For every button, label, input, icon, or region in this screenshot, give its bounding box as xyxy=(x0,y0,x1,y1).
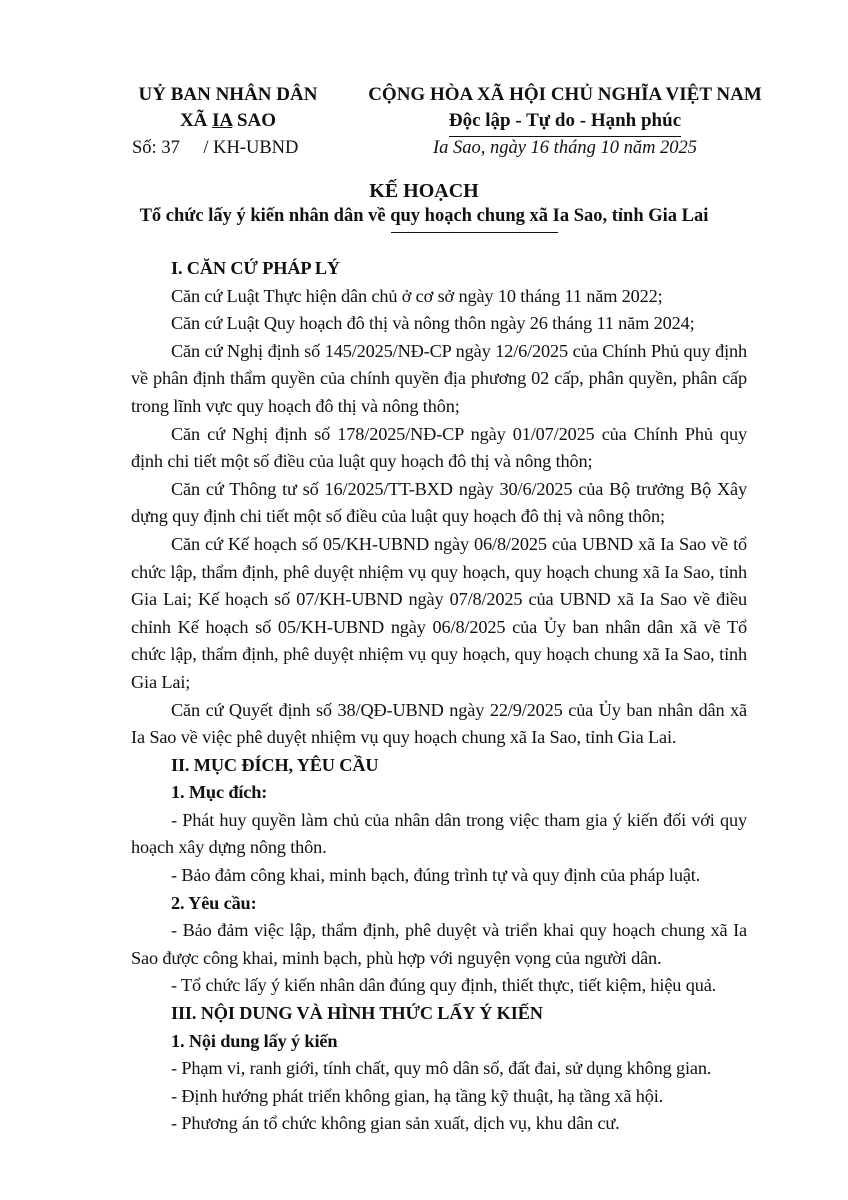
section-heading: I. CĂN CỨ PHÁP LÝ xyxy=(171,258,340,278)
agency-name: UỶ BAN NHÂN DÂN xyxy=(138,84,318,105)
paragraph: Căn cứ Quyết định số 38/QĐ-UBND ngày 22/9/2025 của Ủy ban nhân dân xã Ia Sao về việc phê duyệt nhiệm vụ quy hoạch chung xã Ia Sao, tỉnh Gia Lai. xyxy=(131,699,747,748)
section-heading: 1. Nội dung lấy ý kiến xyxy=(171,1030,338,1051)
section-heading: III. NỘI DUNG VÀ HÌNH THỨC LẤY Ý KIẾN xyxy=(171,1003,543,1024)
section-heading: 1. Mục đích: xyxy=(171,782,268,803)
document-number xyxy=(132,138,298,159)
document-body xyxy=(131,255,747,1138)
issuing-agency xyxy=(118,82,338,134)
paragraph: Căn cứ Nghị định số 178/2025/NĐ-CP ngày 01/07/2025 của Chính Phủ quy định chi tiết một số điều của luật quy hoạch đô thị và nông thôn; xyxy=(131,423,747,472)
paragraph: - Tổ chức lấy ý kiến nhân dân đúng quy định, thiết thực, tiết kiệm, hiệu quả. xyxy=(171,975,717,996)
national-header xyxy=(345,82,785,137)
section-heading: II. MỤC ĐÍCH, YÊU CẦU xyxy=(171,754,379,775)
number-label: Số: xyxy=(132,138,157,158)
country-name: CỘNG HÒA XÃ HỘI CHỦ NGHĨA VIỆT NAM xyxy=(368,84,762,105)
section-heading: 2. Yêu cầu: xyxy=(171,892,257,913)
paragraph: - Định hướng phát triển không gian, hạ tầng kỹ thuật, hạ tầng xã hội. xyxy=(171,1085,664,1106)
paragraph: Căn cứ Nghị định số 145/2025/NĐ-CP ngày 12/6/2025 của Chính Phủ quy định về phân định thẩm quyền của chính quyền địa phương 02 cấp, phân quyền, phân cấp trong lĩnh vực quy hoạch đô thị và nông thôn; xyxy=(131,340,747,416)
commune-prefix: XÃ xyxy=(179,110,213,131)
document-title: KẾ HOẠCH xyxy=(369,180,479,202)
subtitle-divider xyxy=(391,232,558,233)
paragraph: Căn cứ Kế hoạch số 05/KH-UBND ngày 06/8/2025 của UBND xã Ia Sao về tổ chức lập, thẩm định, phê duyệt nhiệm vụ quy hoạch, quy hoạch chung xã Ia Sao, tỉnh Gia Lai; Kế hoạch số 07/KH-UBND ngày 07/8/2025 của UBND xã Ia Sao về điều chỉnh Kế hoạch số 05/KH-UBND ngày 06/8/2025 của Ủy ban nhân dân xã về Tổ chức lập, thẩm định, phê duyệt nhiệm vụ quy hoạch, quy hoạch chung xã Ia Sao, tỉnh Gia Lai; xyxy=(131,533,747,692)
number-value: 37 xyxy=(161,138,180,158)
paragraph: - Bảo đảm công khai, minh bạch, đúng trình tự và quy định của pháp luật. xyxy=(171,865,701,886)
paragraph: - Phát huy quyền làm chủ của nhân dân trong việc tham gia ý kiến đối với quy hoạch xây dựng nông thôn. xyxy=(131,809,747,858)
paragraph: - Bảo đảm việc lập, thẩm định, phê duyệt và triển khai quy hoạch chung xã Ia Sao được công khai, minh bạch, phù hợp với nguyện vọng của người dân. xyxy=(131,920,747,968)
document-subtitle: Tổ chức lấy ý kiến nhân dân về quy hoạch chung xã Ia Sao, tỉnh Gia Lai xyxy=(139,206,709,226)
paragraph: - Phương án tổ chức không gian sản xuất, dịch vụ, khu dân cư. xyxy=(171,1113,620,1134)
paragraph: Căn cứ Thông tư số 16/2025/TT-BXD ngày 30/6/2025 của Bộ trưởng Bộ Xây dựng quy định chi tiết một số điều của luật quy hoạch đô thị và nông thôn; xyxy=(131,478,747,527)
motto: Độc lập - Tự do - Hạnh phúc xyxy=(449,108,681,137)
paragraph: Căn cứ Luật Quy hoạch đô thị và nông thôn ngày 26 tháng 11 năm 2024; xyxy=(171,313,695,334)
document-date: Ia Sao, ngày 16 tháng 10 năm 2025 xyxy=(432,138,698,158)
number-suffix: / KH-UBND xyxy=(203,138,299,158)
commune-name xyxy=(118,108,338,134)
commune-ia: IA xyxy=(212,110,233,131)
commune-suffix: SAO xyxy=(232,110,277,131)
paragraph: Căn cứ Luật Thực hiện dân chủ ở cơ sở ngày 10 tháng 11 năm 2022; xyxy=(171,285,663,306)
paragraph: - Phạm vi, ranh giới, tính chất, quy mô dân số, đất đai, sử dụng không gian. xyxy=(171,1058,712,1079)
